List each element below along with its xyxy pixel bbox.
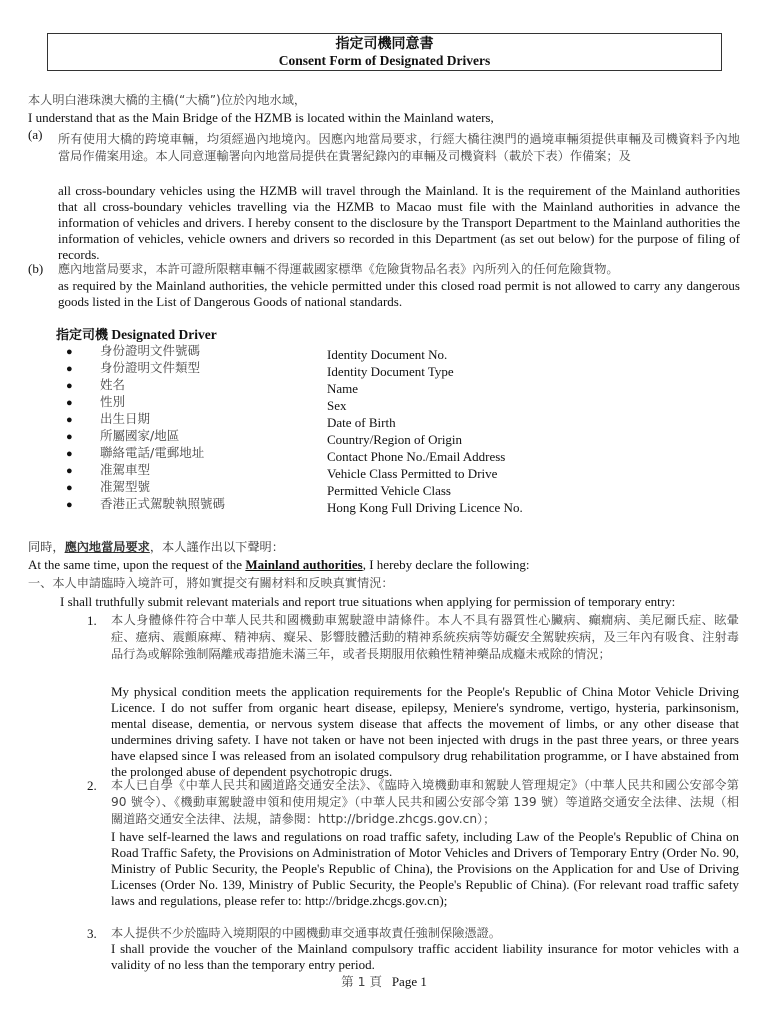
item-1-english: My physical condition meets the application requirements for the People's Republic of China Motor Vehicle Driving Licence. I do not suffer from organic heart disease, epilepsy, Meniere's syndrome, vertigo, hysteria, parkinsonism, mental disease, dementia, or nervous system disease that affects the movement of limbs, or any other disease that undermines driving safety. I have not taken or have not been injected with drugs in the past three years, or three years have elapsed since I was released from an isolated compulsory drug rehabilitation programme, or I have abstained from the prolonged abuse of dependent psychotropic drugs. [111, 684, 739, 779]
bullet-icon: ● [66, 346, 73, 358]
item-2-english: I have self-learned the laws and regulations on road traffic safety, including Law of the People's Republic of China on Road Traffic Safety, the Provisions on Administration of Motor Vehicles and Drivers of Temporary Entry (Order No. 90, Ministry of Public Security, the People's Republic of China), the Provisions on the Application for and Use of Driving Licenses (Order No. 139, Ministry of Public Security, the People's Republic of China). (For relevant road traffic safety laws and regulations, please refer to: http://bridge.zhcgs.gov.cn); [111, 829, 739, 908]
bullet-icon: ● [66, 448, 73, 460]
item-3-english: I shall provide the voucher of the Mainland compulsory traffic accident liability insurance for motor vehicles with a validity of no less than the temporary entry period. [111, 941, 739, 972]
clause-b-chinese: 應內地當局要求，本許可證所限轄車輛不得運載國家標準《危險貨物品名表》內所列入的任何危險貨物。 [58, 262, 619, 276]
bullet-icon: ● [66, 465, 73, 477]
item-1-number: 1. [87, 613, 97, 628]
bullet-icon: ● [66, 414, 73, 426]
title-english: Consent Form of Designated Drivers [278, 53, 491, 68]
item-2-chinese: 本人已自學《中華人民共和國道路交通安全法》、《臨時入境機動車和駕駛人管理規定》（中華人民共和國公安部令第 90 號令）、《機動車駕駛證申領和使用規定》（中華人民共和國公安部令第 139 號）等道路交通安全法律、法規（相關道路交通安全法律、法規，請參閱：http://bridge.zhcgs.gov.cn）； [111, 778, 739, 826]
bullet-icon: ● [66, 363, 73, 375]
field-label-english: Identity Document Type [327, 364, 454, 379]
declaration-chinese-emphasis: 應內地當局要求 [64, 540, 150, 554]
designated-driver-list [66, 344, 626, 514]
item-2-number: 2. [87, 778, 97, 793]
bullet-icon: ● [66, 499, 73, 511]
field-label-english: Hong Kong Full Driving Licence No. [327, 500, 523, 515]
designated-driver-heading-english: Designated Driver [111, 327, 217, 342]
field-label-english: Identity Document No. [327, 347, 448, 362]
field-label-english: Sex [327, 398, 347, 413]
item-3-number: 3. [87, 926, 97, 941]
intro-chinese: 本人明白港珠澳大橋的主橋(“大橋”)位於內地水域， [28, 93, 307, 107]
field-label-chinese: 香港正式駕駛執照號碼 [100, 496, 226, 511]
declaration-chinese-post: ，本人謹作出以下聲明： [149, 540, 284, 554]
bullet-icon: ● [66, 431, 73, 443]
field-label-english: Date of Birth [327, 415, 396, 430]
bullet-icon: ● [66, 482, 73, 494]
clause-a-marker: (a) [28, 127, 43, 142]
field-label-chinese: 身份證明文件類型 [100, 360, 201, 375]
field-label-chinese: 姓名 [100, 377, 126, 392]
designated-driver-heading [56, 324, 217, 343]
item-1-chinese: 本人身體條件符合中華人民共和國機動車駕駛證申請條件。本人不具有器質性心臟病、癲癇病、美尼爾氏症、眩暈症、癔病、震顫麻痺、精神病、癡呆、影響肢體活動的精神系統疾病等妨礙安全駕駛疾病，及三年內有吸食、注射毒品行為或解除強制隔離戒毒措施未滿三年，或者長期服用依賴性精神藥品成癮未戒除的情況； [111, 613, 739, 661]
section-one-chinese: 一、本人申請臨時入境許可，將如實提交有關材料和反映真實情況： [28, 576, 394, 590]
field-label-english: Vehicle Class Permitted to Drive [327, 466, 498, 481]
declaration-english-emphasis: Mainland authorities [245, 557, 363, 572]
field-label-chinese: 身份證明文件號碼 [100, 343, 201, 358]
declaration-english [28, 557, 740, 573]
field-label-chinese: 准駕車型 [100, 462, 151, 477]
designated-driver-field-row [66, 378, 626, 395]
field-label-english: Permitted Vehicle Class [327, 483, 451, 498]
designated-driver-heading-chinese: 指定司機 [56, 328, 109, 343]
field-label-chinese: 聯絡電話/電郵地址 [100, 445, 205, 460]
bullet-icon: ● [66, 380, 73, 392]
declaration-english-pre: At the same time, upon the request of the [28, 557, 246, 572]
field-label-chinese: 出生日期 [100, 411, 151, 426]
field-label-chinese: 准駕型號 [100, 479, 151, 494]
designated-driver-field-row [66, 497, 626, 514]
section-one-english: I shall truthfully submit relevant materials and report true situations when applying for permission of temporary entry: [60, 594, 676, 609]
field-label-english: Name [327, 381, 359, 396]
item-3-chinese: 本人提供不少於臨時入境期限的中國機動車交通事故責任強制保險憑證。 [111, 926, 501, 940]
page-footer [0, 973, 768, 990]
title-chinese: 指定司機同意書 [335, 36, 434, 52]
declaration-chinese [28, 539, 740, 556]
declaration-chinese-pre: 同時， [28, 540, 65, 554]
declaration-english-post: , I hereby declare the following: [362, 557, 530, 572]
clause-b-english: as required by the Mainland authorities, the vehicle permitted under this closed road permit is not allowed to carry any dangerous goods listed in the List of Dangerous Goods of national standards. [58, 278, 740, 309]
footer-page-english: Page 1 [391, 974, 427, 989]
field-label-chinese: 性別 [100, 394, 126, 409]
field-label-chinese: 所屬國家/地區 [100, 428, 180, 443]
bullet-icon: ● [66, 397, 73, 409]
footer-page-chinese: 第 1 頁 [341, 974, 383, 989]
clause-a-english: all cross-boundary vehicles using the HZMB will travel through the Mainland. It is the requirement of the Mainland authorities that all cross-boundary vehicles travelling via the HZMB to Macao must file with the Mainland authorities in advance the information of vehicles and drivers. I hereby consent to the disclosure by the Transport Department to the Mainland authorities the information of vehicles, vehicle owners and drivers so recorded in this Department (as set out below) for the purpose of filing of records. [58, 183, 740, 262]
clause-a-chinese: 所有使用大橋的跨境車輛，均須經過內地境內。因應內地當局要求，行經大橋往澳門的過境車輛須提供車輛及司機資料予內地當局作備案用途。本人同意運輸署向內地當局提供在貴署紀錄內的車輛及司機資料（載於下表）作備案；及 [58, 132, 740, 163]
designated-driver-field-row [66, 361, 626, 378]
title-box [47, 33, 722, 71]
clause-b-marker: (b) [28, 261, 44, 276]
field-label-english: Country/Region of Origin [327, 432, 463, 447]
field-label-english: Contact Phone No./Email Address [327, 449, 506, 464]
intro-english: I understand that as the Main Bridge of the HZMB is located within the Mainland waters, [28, 110, 494, 125]
